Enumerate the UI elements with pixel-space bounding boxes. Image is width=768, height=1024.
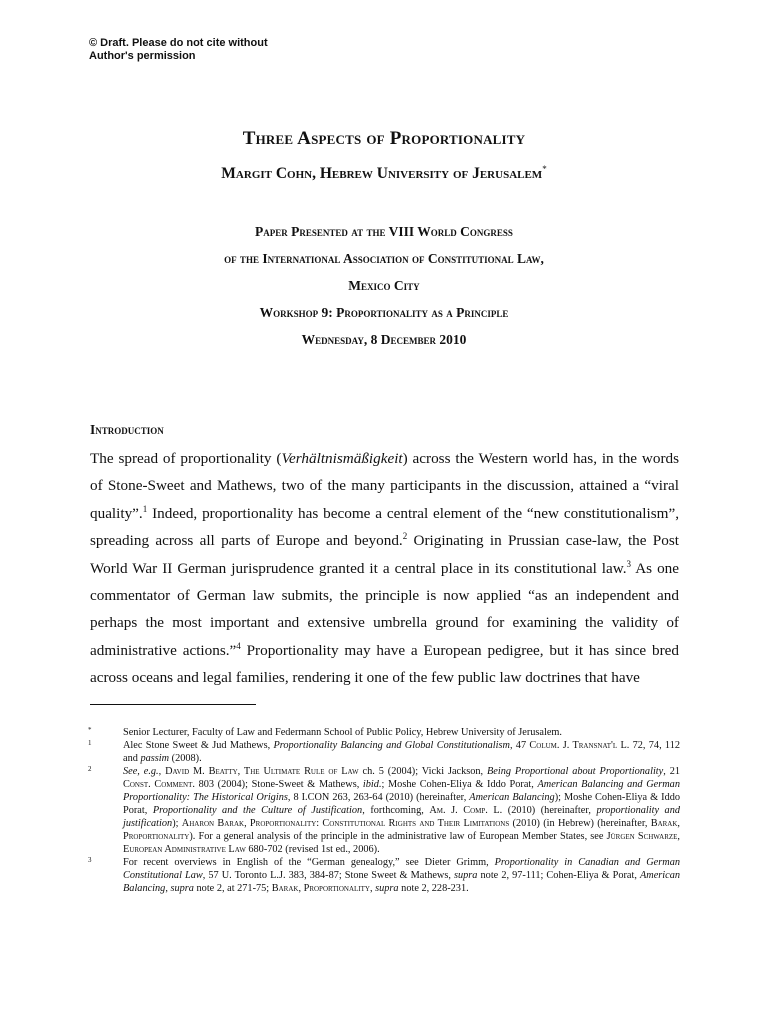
- footnote-text: ch. 5 (2004); Vicki Jackson,: [358, 766, 488, 777]
- footnote-text-italic: American Balancing: [123, 870, 680, 894]
- body-text-segment: Indeed, proportionality has become a central element of the “new constitutionalism”, spreading across all parts of Europe and beyond.: [90, 504, 679, 550]
- footnote-text-italic: American Balancing and German Proportionality: The Historical Origins: [123, 779, 680, 803]
- footnote-text-italic: supra: [454, 870, 478, 881]
- footnote-ref-1: 1: [142, 503, 148, 514]
- footnote-ref-2: 2: [402, 531, 408, 542]
- paper-title: Three Aspects of Proportionality: [242, 128, 526, 149]
- draft-notice-line1: © Draft. Please do not cite without: [89, 37, 268, 49]
- footnote-text: For recent overviews in English of the “German genealogy,” see Dieter Grimm,: [123, 857, 495, 868]
- footnote-text: note 2, at 271-75;: [193, 883, 272, 894]
- footnote-text: ); Moshe Cohen-Eliya & Iddo Porat,: [123, 792, 681, 816]
- footnotes: [88, 726, 680, 895]
- section-heading-introduction: Introduction: [90, 422, 164, 437]
- footnote-text: ,: [369, 883, 376, 894]
- footnote-text: , 47: [509, 740, 530, 751]
- footnote-text-smallcaps: Colum. J. Transnat'l L.: [529, 740, 630, 751]
- footnote-text-italic: See, e.g.,: [123, 766, 162, 777]
- presentation-line-1: Paper Presented at the VIII World Congress: [255, 224, 513, 239]
- footnote-text: (2010) (in Hebrew) (hereinafter,: [509, 818, 651, 829]
- footnote-star: [88, 726, 680, 739]
- presentation-line-4: Workshop 9: Proportionality as a Principle: [259, 305, 509, 320]
- body-text-segment: Proportionality may have a European pedigree, but it has since bred across oceans and legal families, rendering it one of the few public law doctrines that have: [90, 641, 679, 687]
- draft-notice: [89, 37, 268, 62]
- footnote-text-italic: Proportionality Balancing and Global Constitutionalism: [273, 740, 510, 751]
- draft-notice-line2: Author's permission: [89, 49, 196, 62]
- footnote-text-smallcaps: David M. Beatty, The Ultimate Rule of Law: [165, 766, 359, 777]
- footnote-text: 803 (2004); Stone-Sweet & Mathews,: [194, 779, 363, 790]
- footnote-text: note 2, 97-111; Cohen-Eliya & Porat,: [477, 870, 640, 881]
- presentation-line-2: of the International Association of Constitutional Law,: [224, 251, 544, 266]
- footnote-text: Senior Lecturer, Faculty of Law and Federmann School of Public Policy, Hebrew University of Jerusalem.: [123, 727, 562, 738]
- footnote-mark: 1: [88, 739, 92, 747]
- body-paragraph: [90, 445, 679, 692]
- author-line: [0, 164, 768, 183]
- footnote-text-smallcaps: Barak, Proportionality: [123, 818, 680, 842]
- author-name: Margit Cohn, Hebrew University of Jerusalem: [221, 165, 543, 182]
- footnote-text: , 8 I.CON 263, 263-64 (2010) (hereinafter,: [287, 792, 470, 803]
- footnote-text: 680-702 (revised 1st ed., 2006).: [245, 844, 380, 855]
- footnote-text: (2010) (hereinafter,: [502, 805, 597, 816]
- footnote-ref-3: 3: [626, 558, 632, 569]
- body-text-segment: ) across the Western world has, in the words of Stone-Sweet and Mathews, two of the many participants in the discussion, attained a “viral quality”.: [90, 450, 680, 522]
- footnote-text-italic: Proportionality and the Culture of Justification: [152, 805, 363, 816]
- footnote-text-smallcaps: Barak, Proportionality: [271, 883, 370, 894]
- footnote-text: );: [172, 818, 182, 829]
- footnote-text: Alec Stone Sweet & Jud Mathews,: [123, 740, 274, 751]
- footnote-text: ,: [165, 883, 171, 894]
- footnote-text: ; Moshe Cohen-Eliya & Iddo Porat,: [381, 779, 538, 790]
- footnote-text: , 57 U. Toronto L.J. 383, 384-87; Stone Sweet & Mathews,: [202, 870, 454, 881]
- footnote-text-italic: proportionality and justification: [123, 805, 680, 829]
- footnote-text: 72, 74, 112 and: [123, 740, 680, 764]
- footnote-text: , forthcoming,: [362, 805, 430, 816]
- footnote-text-italic: American Balancing: [469, 792, 555, 803]
- footnote-text-italic: ibid.: [362, 779, 382, 790]
- footnote-text-smallcaps: Const. Comment.: [123, 779, 195, 790]
- footnote-separator: [90, 704, 256, 705]
- body-text-segment: The spread of proportionality (: [90, 450, 282, 467]
- body-text-segment: As one commentator of German law submits, the principle is now applied “as an independent and perhaps the most important and extensive umbrella ground for examining the validity of administrative actions.”: [90, 559, 679, 659]
- footnote-text-smallcaps: Aharon Barak, Proportionality: Constitutional Rights and Their Limitations: [181, 818, 510, 829]
- footnote-ref-4: 4: [236, 640, 241, 651]
- footnote-text-italic: supra: [375, 883, 399, 894]
- footnote-text-smallcaps: Jürgen Schwarze, European Administrative Law: [123, 831, 680, 855]
- footnote-2: [88, 765, 680, 856]
- footnote-1: [88, 739, 680, 765]
- footnote-3: [88, 856, 680, 895]
- body-text-segment: Originating in Prussian case-law, the Post World War II German jurisprudence granted it a central place in its constitutional law.: [90, 532, 679, 577]
- footnote-text: (2008).: [169, 753, 202, 764]
- author-footnote-marker: *: [542, 164, 547, 174]
- footnote-text: note 2, 228-231.: [398, 883, 469, 894]
- presentation-line-5: Wednesday, 8 December 2010: [301, 332, 467, 347]
- footnote-text: , 21: [663, 766, 681, 777]
- footnote-text-smallcaps: Am. J. Comp. L.: [429, 805, 503, 816]
- footnote-text-italic: supra: [170, 883, 194, 894]
- footnote-text: ). For a general analysis of the principle in the administrative law of European Member States, see: [189, 831, 607, 842]
- footnote-text-italic: Being Proportional about Proportionality: [487, 766, 664, 777]
- footnote-text-italic: passim: [140, 753, 170, 764]
- footnote-mark: *: [88, 726, 92, 734]
- footnote-mark: 2: [88, 765, 92, 773]
- footnote-mark: 3: [88, 856, 92, 864]
- presentation-line-3: Mexico City: [348, 278, 420, 293]
- footnote-text-italic: Proportionality in Canadian and German Constitutional Law: [123, 857, 680, 881]
- body-text-italic: Verhältnismäßigkeit: [281, 450, 403, 467]
